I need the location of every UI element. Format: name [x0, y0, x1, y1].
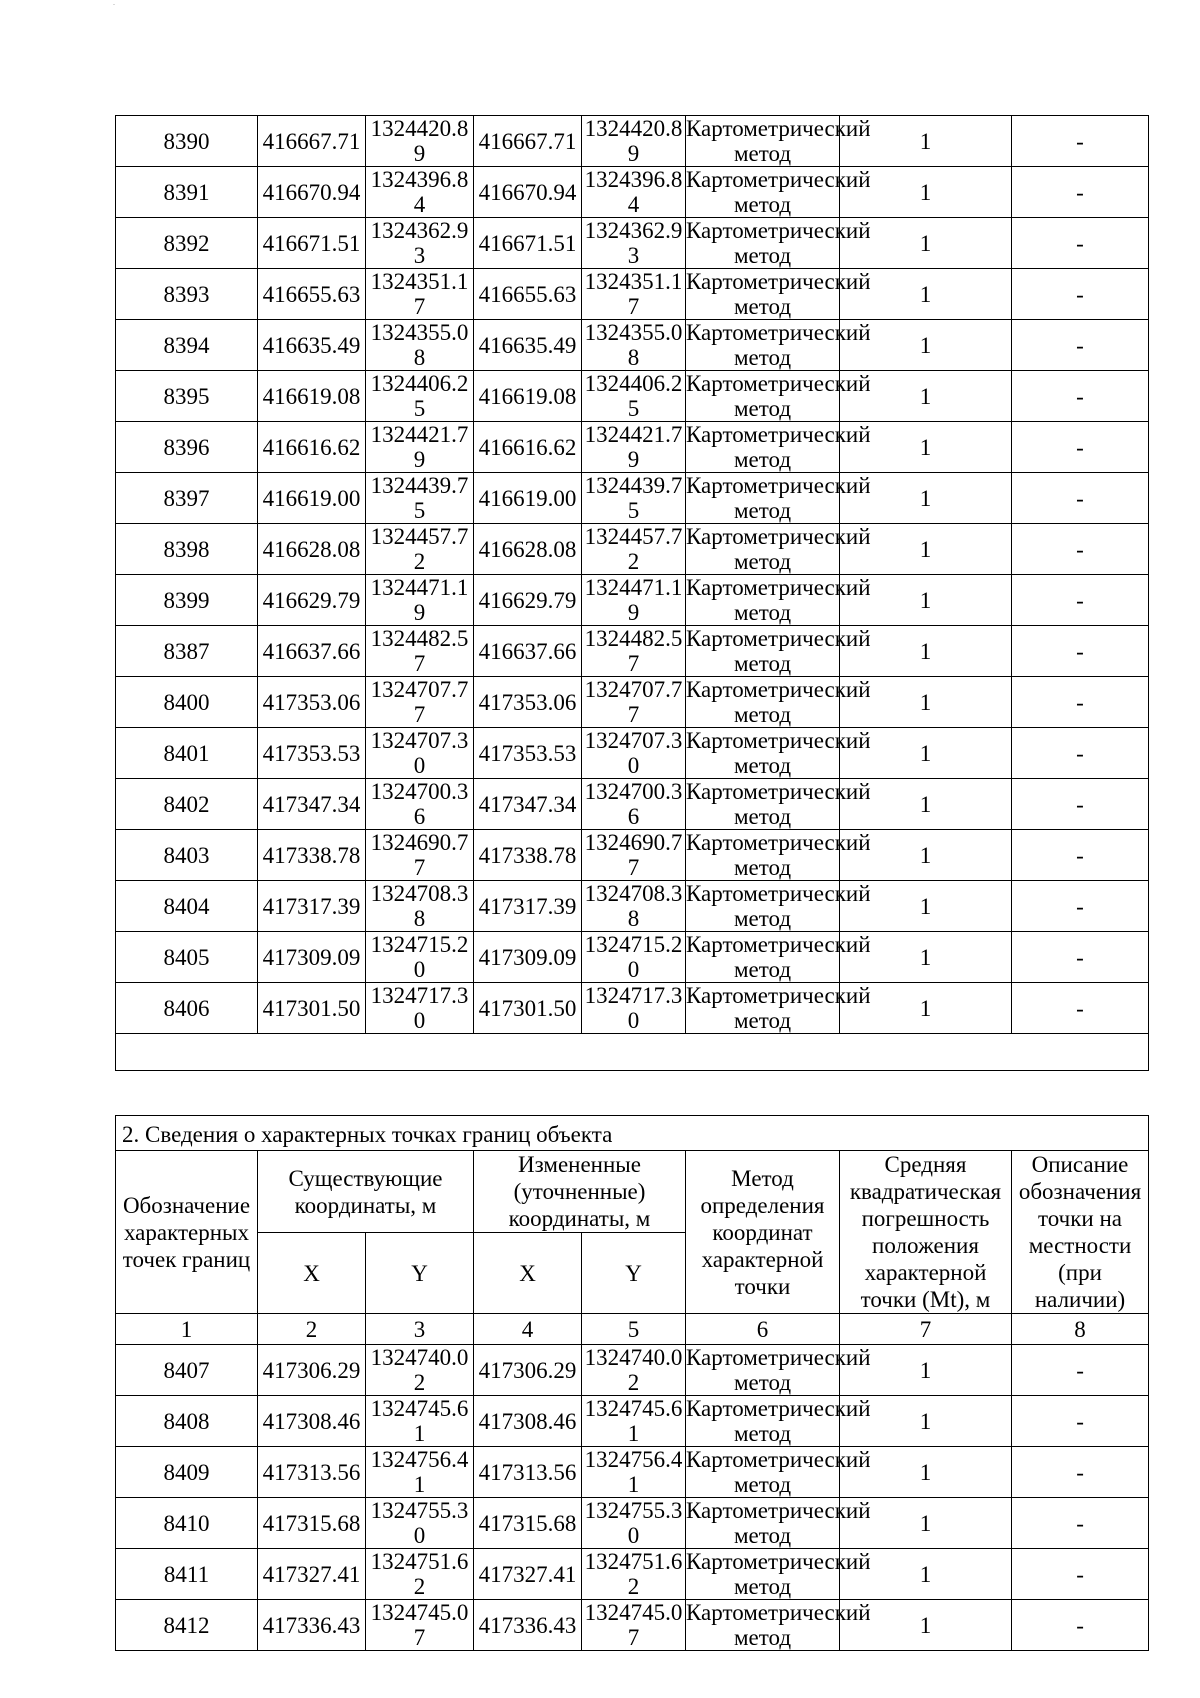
x-changed-cell: 416619.08: [474, 371, 582, 422]
y-changed-cell: 1324396.84: [582, 167, 686, 218]
y-changed-cell: 1324420.89: [582, 116, 686, 167]
x-changed-cell: 417309.09: [474, 932, 582, 983]
description-cell: -: [1012, 320, 1149, 371]
x-existing-cell: 417327.41: [258, 1549, 366, 1600]
method-cell: Картометрический метод: [686, 371, 871, 421]
y-changed-cell: 1324756.41: [582, 1447, 686, 1498]
y-existing-cell: 1324700.36: [366, 779, 474, 830]
method-cell: Картометрический метод: [686, 1396, 871, 1446]
header-y-existing: Y: [366, 1233, 474, 1314]
description-cell: -: [1012, 983, 1149, 1034]
method-cell: Картометрический метод: [686, 830, 871, 880]
y-changed-cell: 1324745.07: [582, 1600, 686, 1651]
method-cell: Картометрический метод: [686, 167, 871, 217]
description-cell: -: [1012, 1498, 1149, 1549]
description-cell: -: [1012, 881, 1149, 932]
method-cell: Картометрический метод: [686, 524, 871, 574]
table-row: [116, 1447, 1149, 1498]
mt-cell: 1: [840, 830, 1012, 881]
method-cell: Картометрический метод: [686, 626, 871, 676]
column-number-row: [116, 1314, 1149, 1345]
y-existing-cell: 1324457.72: [366, 524, 474, 575]
page-mark: -: [113, 2, 115, 8]
description-cell: -: [1012, 1600, 1149, 1651]
y-existing-cell: 1324420.89: [366, 116, 474, 167]
section-title: 2. Сведения о характерных точках границ объекта: [116, 1116, 1149, 1151]
point-id-cell: 8398: [116, 524, 258, 575]
y-changed-cell: 1324707.77: [582, 677, 686, 728]
y-existing-cell: 1324362.93: [366, 218, 474, 269]
description-cell: -: [1012, 116, 1149, 167]
point-id-cell: 8397: [116, 473, 258, 524]
method-cell: Картометрический метод: [686, 575, 871, 625]
x-existing-cell: 416629.79: [258, 575, 366, 626]
y-existing-cell: 1324707.30: [366, 728, 474, 779]
y-existing-cell: 1324355.08: [366, 320, 474, 371]
x-changed-cell: 416637.66: [474, 626, 582, 677]
x-existing-cell: 417353.53: [258, 728, 366, 779]
point-id-cell: 8395: [116, 371, 258, 422]
col-number: 7: [840, 1314, 1012, 1345]
description-cell: -: [1012, 473, 1149, 524]
point-id-cell: 8399: [116, 575, 258, 626]
col-number: 3: [366, 1314, 474, 1345]
col-number: 4: [474, 1314, 582, 1345]
x-changed-cell: 416655.63: [474, 269, 582, 320]
mt-cell: 1: [840, 269, 1012, 320]
method-cell: Картометрический метод: [686, 1447, 871, 1497]
point-id-cell: 8390: [116, 116, 258, 167]
method-cell: Картометрический метод: [686, 1600, 871, 1650]
table-row: [116, 626, 1149, 677]
description-cell: -: [1012, 932, 1149, 983]
col-number: 2: [258, 1314, 366, 1345]
x-existing-cell: 417338.78: [258, 830, 366, 881]
x-existing-cell: 417306.29: [258, 1345, 366, 1396]
description-cell: -: [1012, 1345, 1149, 1396]
section-title-row: [116, 1116, 1149, 1151]
table-row: [116, 932, 1149, 983]
mt-cell: 1: [840, 1600, 1012, 1651]
method-cell: Картометрический метод: [686, 1345, 871, 1395]
x-changed-cell: 416629.79: [474, 575, 582, 626]
point-id-cell: 8410: [116, 1498, 258, 1549]
mt-cell: 1: [840, 1498, 1012, 1549]
point-id-cell: 8408: [116, 1396, 258, 1447]
empty-cell: [116, 1034, 1149, 1071]
header-method: Метод определения координат характерной точки: [686, 1151, 840, 1314]
method-cell: Картометрический метод: [686, 779, 871, 829]
mt-cell: 1: [840, 983, 1012, 1034]
y-existing-cell: 1324482.57: [366, 626, 474, 677]
point-id-cell: 8392: [116, 218, 258, 269]
description-cell: -: [1012, 677, 1149, 728]
x-changed-cell: 417306.29: [474, 1345, 582, 1396]
header-designation: Обозначение характерных точек границ: [116, 1151, 258, 1314]
x-changed-cell: 416670.94: [474, 167, 582, 218]
x-changed-cell: 417317.39: [474, 881, 582, 932]
x-existing-cell: 417309.09: [258, 932, 366, 983]
boundary-points-body: [116, 1345, 1149, 1651]
point-id-cell: 8409: [116, 1447, 258, 1498]
point-id-cell: 8391: [116, 167, 258, 218]
point-id-cell: 8404: [116, 881, 258, 932]
y-existing-cell: 1324715.20: [366, 932, 474, 983]
mt-cell: 1: [840, 1447, 1012, 1498]
y-existing-cell: 1324396.84: [366, 167, 474, 218]
x-changed-cell: 416635.49: [474, 320, 582, 371]
y-changed-cell: 1324457.72: [582, 524, 686, 575]
y-existing-cell: 1324690.77: [366, 830, 474, 881]
mt-cell: 1: [840, 1396, 1012, 1447]
x-existing-cell: 416671.51: [258, 218, 366, 269]
table-row: [116, 677, 1149, 728]
header-y-changed: Y: [582, 1233, 686, 1314]
table-row: [116, 983, 1149, 1034]
mt-cell: 1: [840, 320, 1012, 371]
point-id-cell: 8412: [116, 1600, 258, 1651]
description-cell: -: [1012, 728, 1149, 779]
y-changed-cell: 1324482.57: [582, 626, 686, 677]
mt-cell: 1: [840, 779, 1012, 830]
col-number: 1: [116, 1314, 258, 1345]
x-changed-cell: 416619.00: [474, 473, 582, 524]
description-cell: -: [1012, 167, 1149, 218]
x-existing-cell: 417336.43: [258, 1600, 366, 1651]
point-id-cell: 8405: [116, 932, 258, 983]
point-id-cell: 8406: [116, 983, 258, 1034]
y-changed-cell: 1324755.30: [582, 1498, 686, 1549]
header-row-1: [116, 1151, 1149, 1233]
table-row: [116, 728, 1149, 779]
table-row: [116, 269, 1149, 320]
method-cell: Картометрический метод: [686, 677, 871, 727]
method-cell: Картометрический метод: [686, 320, 871, 370]
point-id-cell: 8393: [116, 269, 258, 320]
x-existing-cell: 417347.34: [258, 779, 366, 830]
method-cell: Картометрический метод: [686, 983, 871, 1033]
x-changed-cell: 417347.34: [474, 779, 582, 830]
y-existing-cell: 1324471.19: [366, 575, 474, 626]
point-id-cell: 8387: [116, 626, 258, 677]
header-description: Описание обозначения точки на местности (при наличии): [1012, 1151, 1149, 1314]
x-existing-cell: 416616.62: [258, 422, 366, 473]
col-number: 6: [686, 1314, 840, 1345]
x-changed-cell: 416671.51: [474, 218, 582, 269]
x-existing-cell: 416619.00: [258, 473, 366, 524]
x-changed-cell: 417353.53: [474, 728, 582, 779]
mt-cell: 1: [840, 167, 1012, 218]
table-row: [116, 779, 1149, 830]
table-row: [116, 116, 1149, 167]
method-cell: Картометрический метод: [686, 269, 871, 319]
x-changed-cell: 417327.41: [474, 1549, 582, 1600]
x-existing-cell: 416667.71: [258, 116, 366, 167]
x-existing-cell: 417353.06: [258, 677, 366, 728]
x-existing-cell: 416637.66: [258, 626, 366, 677]
y-existing-cell: 1324745.61: [366, 1396, 474, 1447]
x-changed-cell: 417301.50: [474, 983, 582, 1034]
point-id-cell: 8411: [116, 1549, 258, 1600]
mt-cell: 1: [840, 218, 1012, 269]
empty-row: [116, 1034, 1149, 1071]
coordinates-table-continued: [115, 115, 1149, 1071]
description-cell: -: [1012, 626, 1149, 677]
description-cell: -: [1012, 779, 1149, 830]
description-cell: -: [1012, 218, 1149, 269]
table-row: [116, 167, 1149, 218]
y-changed-cell: 1324351.17: [582, 269, 686, 320]
description-cell: -: [1012, 524, 1149, 575]
y-changed-cell: 1324745.61: [582, 1396, 686, 1447]
x-changed-cell: 416616.62: [474, 422, 582, 473]
x-existing-cell: 416655.63: [258, 269, 366, 320]
method-cell: Картометрический метод: [686, 881, 871, 931]
table-row: [116, 1396, 1149, 1447]
coordinates-table-body: [116, 116, 1149, 1034]
y-changed-cell: 1324707.30: [582, 728, 686, 779]
col-number: 5: [582, 1314, 686, 1345]
y-existing-cell: 1324707.77: [366, 677, 474, 728]
y-existing-cell: 1324717.30: [366, 983, 474, 1034]
method-cell: Картометрический метод: [686, 1549, 871, 1599]
description-cell: -: [1012, 1396, 1149, 1447]
table-row: [116, 830, 1149, 881]
y-existing-cell: 1324351.17: [366, 269, 474, 320]
col-number: 8: [1012, 1314, 1149, 1345]
y-changed-cell: 1324471.19: [582, 575, 686, 626]
description-cell: -: [1012, 830, 1149, 881]
x-existing-cell: 416628.08: [258, 524, 366, 575]
y-existing-cell: 1324740.02: [366, 1345, 474, 1396]
x-changed-cell: 417338.78: [474, 830, 582, 881]
mt-cell: 1: [840, 422, 1012, 473]
y-changed-cell: 1324690.77: [582, 830, 686, 881]
x-existing-cell: 416635.49: [258, 320, 366, 371]
x-existing-cell: 416670.94: [258, 167, 366, 218]
x-changed-cell: 416628.08: [474, 524, 582, 575]
table-row: [116, 320, 1149, 371]
point-id-cell: 8401: [116, 728, 258, 779]
description-cell: -: [1012, 575, 1149, 626]
y-existing-cell: 1324708.38: [366, 881, 474, 932]
mt-cell: 1: [840, 1549, 1012, 1600]
mt-cell: 1: [840, 371, 1012, 422]
table-row: [116, 881, 1149, 932]
y-changed-cell: 1324406.25: [582, 371, 686, 422]
method-cell: Картометрический метод: [686, 1498, 871, 1548]
boundary-points-table: [115, 1115, 1149, 1651]
x-existing-cell: 417308.46: [258, 1396, 366, 1447]
method-cell: Картометрический метод: [686, 728, 871, 778]
x-existing-cell: 417313.56: [258, 1447, 366, 1498]
y-existing-cell: 1324755.30: [366, 1498, 474, 1549]
header-existing-coords: Существующие координаты, м: [258, 1151, 474, 1233]
description-cell: -: [1012, 371, 1149, 422]
mt-cell: 1: [840, 677, 1012, 728]
method-cell: Картометрический метод: [686, 422, 871, 472]
description-cell: -: [1012, 422, 1149, 473]
point-id-cell: 8407: [116, 1345, 258, 1396]
y-changed-cell: 1324740.02: [582, 1345, 686, 1396]
point-id-cell: 8403: [116, 830, 258, 881]
point-id-cell: 8394: [116, 320, 258, 371]
table-row: [116, 218, 1149, 269]
x-existing-cell: 417301.50: [258, 983, 366, 1034]
header-mt: Средняя квадратическая погрешность положения характерной точки (Mt), м: [840, 1151, 1012, 1314]
x-changed-cell: 417336.43: [474, 1600, 582, 1651]
point-id-cell: 8402: [116, 779, 258, 830]
table-row: [116, 1549, 1149, 1600]
y-existing-cell: 1324751.62: [366, 1549, 474, 1600]
mt-cell: 1: [840, 728, 1012, 779]
mt-cell: 1: [840, 881, 1012, 932]
header-changed-coords: Измененные (уточненные) координаты, м: [474, 1151, 686, 1233]
y-existing-cell: 1324421.79: [366, 422, 474, 473]
table-row: [116, 1498, 1149, 1549]
table-row: [116, 575, 1149, 626]
mt-cell: 1: [840, 473, 1012, 524]
x-existing-cell: 417317.39: [258, 881, 366, 932]
method-cell: Картометрический метод: [686, 218, 871, 268]
y-changed-cell: 1324421.79: [582, 422, 686, 473]
x-changed-cell: 417313.56: [474, 1447, 582, 1498]
y-changed-cell: 1324717.30: [582, 983, 686, 1034]
y-existing-cell: 1324745.07: [366, 1600, 474, 1651]
header-x-changed: X: [474, 1233, 582, 1314]
table-row: [116, 524, 1149, 575]
y-changed-cell: 1324715.20: [582, 932, 686, 983]
x-changed-cell: 417308.46: [474, 1396, 582, 1447]
description-cell: -: [1012, 1549, 1149, 1600]
description-cell: -: [1012, 1447, 1149, 1498]
y-changed-cell: 1324700.36: [582, 779, 686, 830]
table-row: [116, 473, 1149, 524]
y-changed-cell: 1324439.75: [582, 473, 686, 524]
table-row: [116, 371, 1149, 422]
x-changed-cell: 417315.68: [474, 1498, 582, 1549]
point-id-cell: 8396: [116, 422, 258, 473]
x-existing-cell: 416619.08: [258, 371, 366, 422]
y-changed-cell: 1324355.08: [582, 320, 686, 371]
y-changed-cell: 1324708.38: [582, 881, 686, 932]
table-row: [116, 1345, 1149, 1396]
mt-cell: 1: [840, 1345, 1012, 1396]
y-changed-cell: 1324362.93: [582, 218, 686, 269]
mt-cell: 1: [840, 932, 1012, 983]
header-x-existing: X: [258, 1233, 366, 1314]
mt-cell: 1: [840, 626, 1012, 677]
y-existing-cell: 1324439.75: [366, 473, 474, 524]
table-row: [116, 422, 1149, 473]
mt-cell: 1: [840, 116, 1012, 167]
method-cell: Картометрический метод: [686, 116, 871, 166]
table-row: [116, 1600, 1149, 1651]
x-changed-cell: 417353.06: [474, 677, 582, 728]
point-id-cell: 8400: [116, 677, 258, 728]
y-existing-cell: 1324756.41: [366, 1447, 474, 1498]
mt-cell: 1: [840, 575, 1012, 626]
mt-cell: 1: [840, 524, 1012, 575]
y-changed-cell: 1324751.62: [582, 1549, 686, 1600]
y-existing-cell: 1324406.25: [366, 371, 474, 422]
x-changed-cell: 416667.71: [474, 116, 582, 167]
description-cell: -: [1012, 269, 1149, 320]
method-cell: Картометрический метод: [686, 473, 871, 523]
x-existing-cell: 417315.68: [258, 1498, 366, 1549]
method-cell: Картометрический метод: [686, 932, 871, 982]
